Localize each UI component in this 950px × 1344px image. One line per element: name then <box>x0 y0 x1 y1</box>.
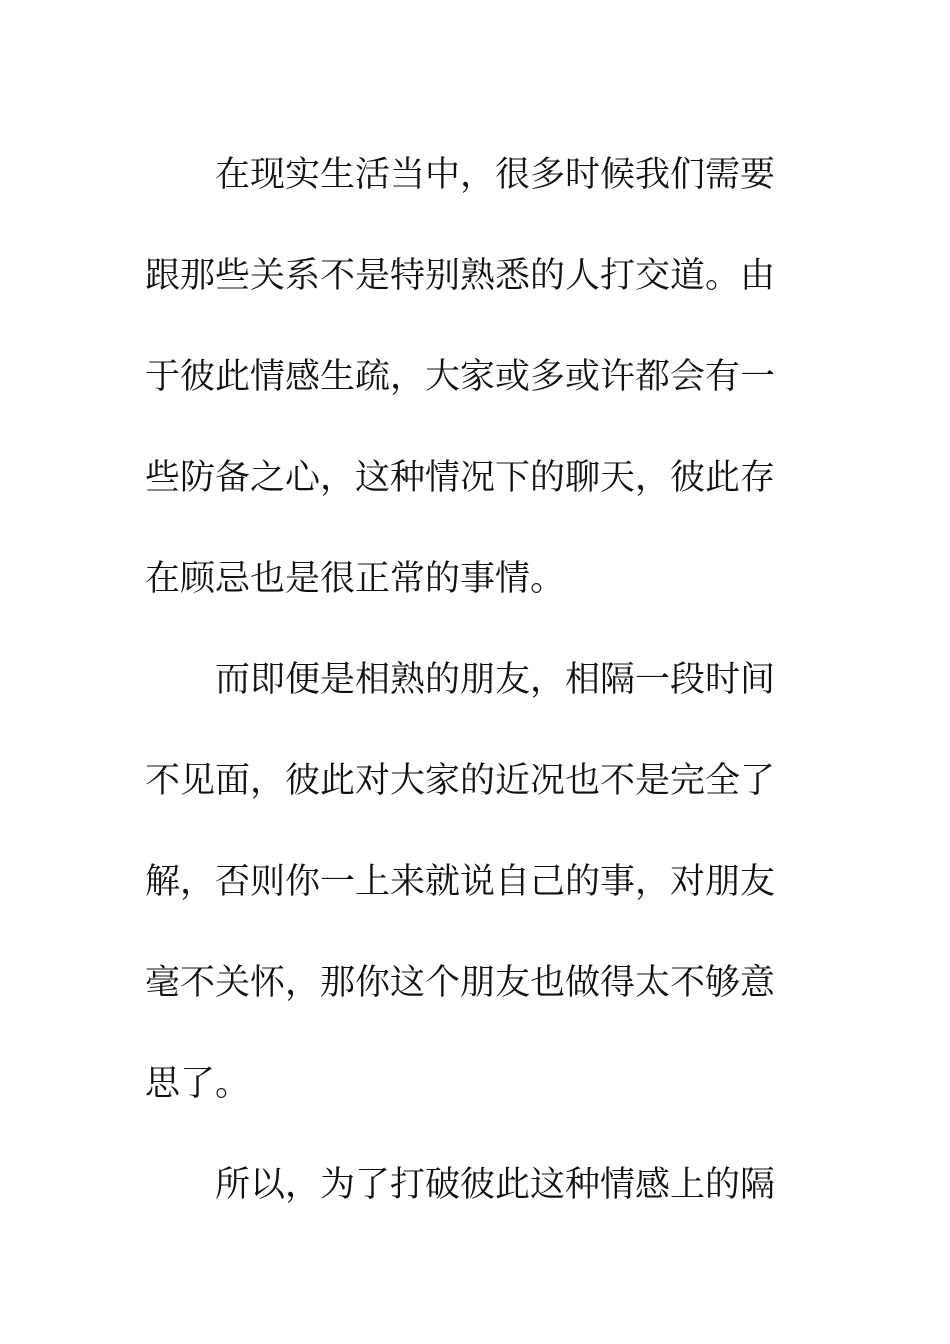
paragraph-2-line-4: 毫不关怀，那你这个朋友也做得太不够意 <box>145 963 776 1003</box>
paragraph-1-line-1: 在现实生活当中，很多时候我们需要 <box>215 155 776 195</box>
paragraph-3-line-1: 所以，为了打破彼此这种情感上的隔 <box>215 1165 776 1205</box>
paragraph-1-line-2: 跟那些关系不是特别熟悉的人打交道。由 <box>145 256 776 296</box>
paragraph-1-line-4: 些防备之心，这种情况下的聊天，彼此存 <box>145 458 776 498</box>
paragraph-2-line-2: 不见面，彼此对大家的近况也不是完全了 <box>145 761 776 801</box>
paragraph-1-line-3: 于彼此情感生疏，大家或多或许都会有一 <box>145 357 776 397</box>
paragraph-1-line-5: 在顾忌也是很正常的事情。 <box>145 559 566 599</box>
paragraph-2-line-1: 而即便是相熟的朋友，相隔一段时间 <box>215 660 776 700</box>
document-body <box>145 125 785 1236</box>
paragraph-2-line-5: 思了。 <box>145 1064 251 1104</box>
paragraph-2-line-3: 解，否则你一上来就说自己的事，对朋友 <box>145 862 776 902</box>
